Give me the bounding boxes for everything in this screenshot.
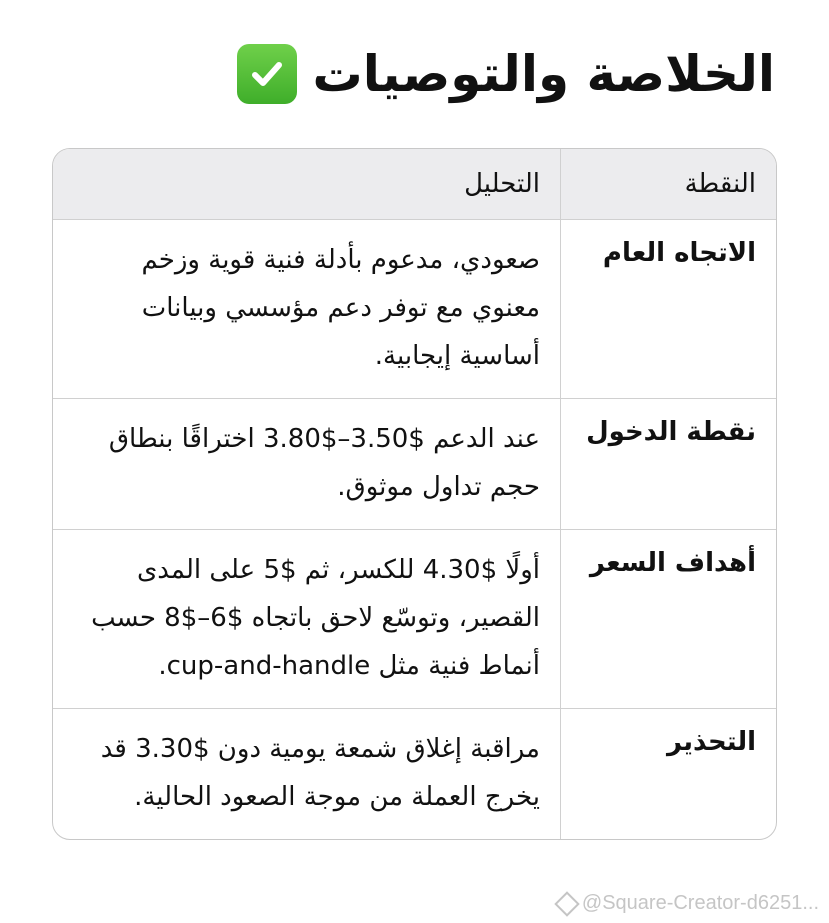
title-text: الخلاصة والتوصيات: [312, 45, 775, 103]
watermark-text: @Square-Creator-d6251...: [581, 892, 819, 914]
check-mark-icon: [237, 44, 297, 104]
row-analysis: عند الدعم $3.50–$3.80 اختراقًا بنطاق حجم تداول موثوق.: [53, 399, 561, 530]
row-analysis: صعودي، مدعوم بأدلة فنية قوية وزخم معنوي مع توفر دعم مؤسسي وبيانات أساسية إيجابية.: [53, 220, 561, 399]
table-row: [53, 709, 776, 840]
square-logo-icon: [554, 891, 579, 916]
header-analysis: التحليل: [53, 149, 561, 220]
row-point: أهداف السعر: [561, 530, 777, 709]
row-point: التحذير: [561, 709, 777, 840]
watermark: [558, 892, 819, 915]
table-row: [53, 530, 776, 709]
summary-table: [52, 148, 777, 840]
table-row: [53, 399, 776, 530]
table-header-row: [53, 149, 776, 220]
row-analysis: مراقبة إغلاق شمعة يومية دون $3.30 قد يخرج العملة من موجة الصعود الحالية.: [100, 734, 540, 812]
page-title: [237, 44, 775, 104]
row-analysis: أولًا $4.30 للكسر، ثم $5 على المدى القصير، وتوسّع لاحق باتجاه $6–$8 حسب أنماط فنية مثل cup-and-handle.: [53, 530, 561, 709]
row-point: نقطة الدخول: [561, 399, 777, 530]
row-point: الاتجاه العام: [561, 220, 777, 399]
header-point: النقطة: [561, 149, 777, 220]
table-row: [53, 220, 776, 399]
